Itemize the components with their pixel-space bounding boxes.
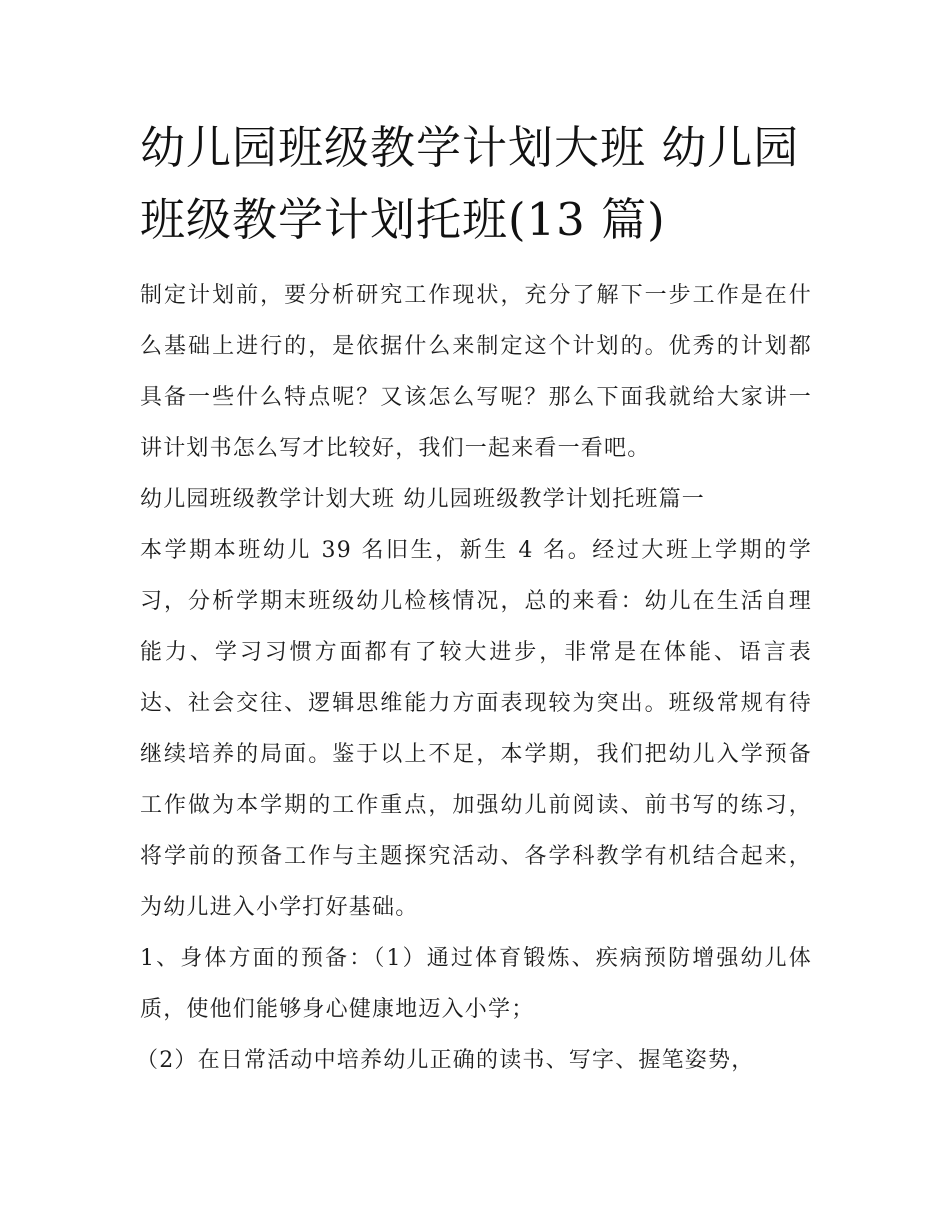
list-item-posture: （2）在日常活动中培养幼儿正确的读书、写字、握笔姿势， [136,1048,755,1073]
list-item-physical: 1、身体方面的预备：（1）通过体育锻炼、疾病预防增强幼儿体质，使他们能够身心健康地迈入小学； [140,946,812,1022]
body-paragraph: 本学期本班幼儿 39 名旧生，新生 4 名。经过大班上学期的学习，分析学期末班级幼儿检核情况，总的来看：幼儿在生活自理能力、学习习惯方面都有了较大进步，非常是在体能、语言表达、社会交往、逻辑思维能力方面表现较为突出。班级常规有待继续培养的局面。鉴于以上不足，本学期，我们把幼儿入学预备工作做为本学期的工作重点，加强幼儿前阅读、前书写的练习，将学前的预备工作与主题探究活动、各学科教学有机结合起来，为幼儿进入小学打好基础。 [140,538,812,920]
intro-paragraph: 制定计划前，要分析研究工作现状，充分了解下一步工作是在什么基础上进行的，是依据什么来制定这个计划的。优秀的计划都具备一些什么特点呢？又该怎么写呢？那么下面我就给大家讲一讲计划书怎么写才比较好，我们一起来看一看吧。 [140,283,812,461]
document-body [136,112,812,1086]
section-heading: 幼儿园班级教学计划大班 幼儿园班级教学计划托班篇一 [140,487,705,512]
document-title: 幼儿园班级教学计划大班 幼儿园班级教学计划托班(13 篇) [140,121,800,246]
